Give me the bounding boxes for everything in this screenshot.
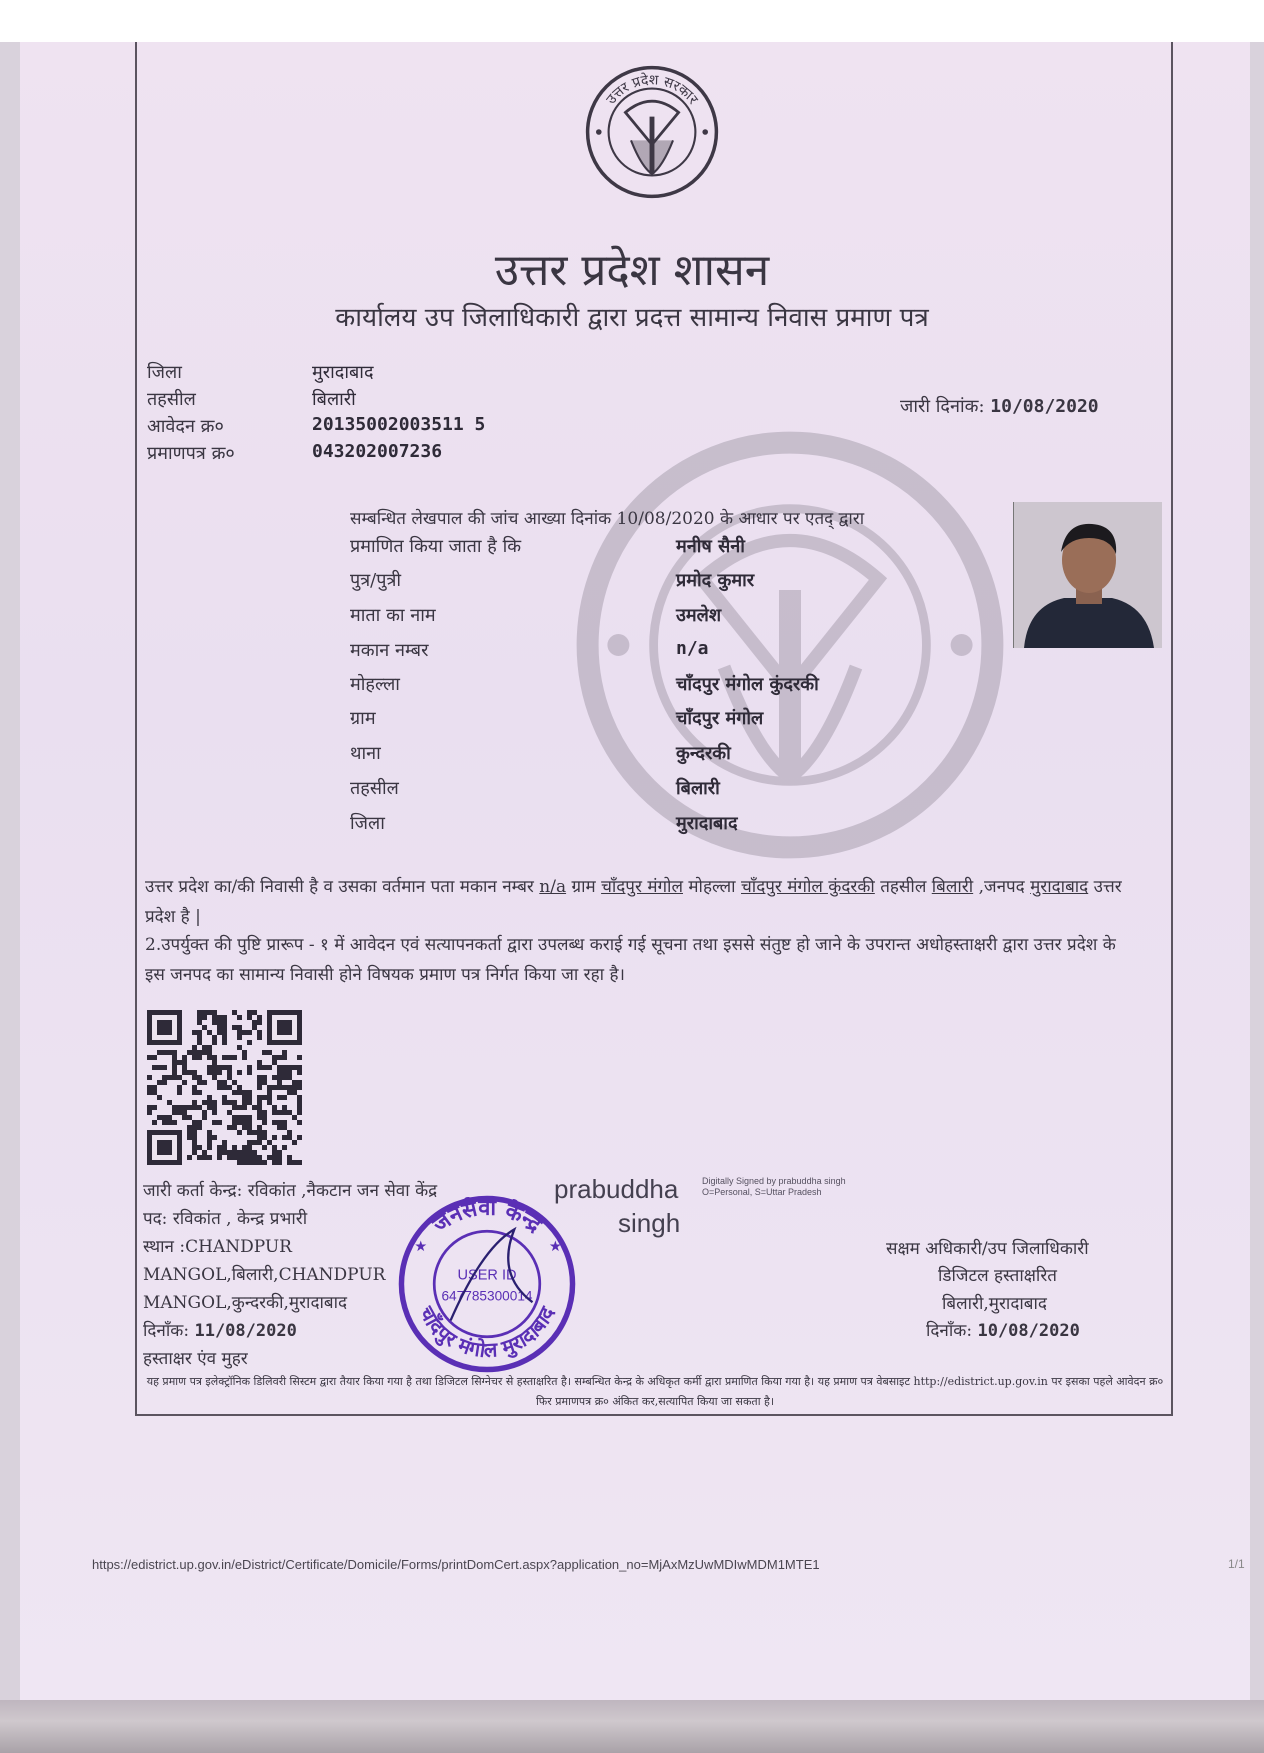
page-url: https://edistrict.up.gov.in/eDistrict/Certificate/Domicile/Forms/printDomCert.aspx?application_no=MjAxMzUwMDIwMDM1MTE1 (92, 1557, 820, 1572)
mohalla-label: मोहल्ला (350, 674, 400, 695)
issuer-post: पद: रविकांत , केन्द्र प्रभारी (143, 1209, 308, 1229)
page-number: 1/1 (1228, 1557, 1245, 1571)
para-text-1: उत्तर प्रदेश का/की निवासी है व उसका वर्तमान पता मकान नम्बर (145, 877, 534, 897)
document-subtitle: कार्यालय उप जिलाधिकारी द्वारा प्रदत्त सामान्य निवास प्रमाण पत्र (335, 303, 929, 333)
para-mohalla: चाँदपुर मंगोल कुंदरकी (741, 877, 875, 897)
house-no-label: मकान नम्बर (350, 640, 429, 661)
district-value: मुरादाबाद (312, 362, 374, 383)
para-text-2: ग्राम (571, 877, 596, 897)
para-district: मुरादाबाद (1030, 877, 1089, 897)
qr-code-icon (147, 1010, 302, 1165)
tehsil-value: बिलारी (312, 389, 356, 410)
detail-district-label: जिला (350, 813, 385, 834)
officer-date-value: 10/08/2020 (977, 1321, 1080, 1341)
issue-date-value: 10/08/2020 (990, 396, 1099, 417)
stamp-id-value: 647785300014 (441, 1288, 533, 1304)
parent-name: प्रमोद कुमार (676, 570, 755, 591)
para-text-6: उत्तर प्रदेश है | (145, 877, 1122, 927)
stamp-bottom-text: चाँदपुर मंगोल मुरादाबाद (414, 1302, 560, 1363)
detail-tehsil-label: तहसील (350, 778, 399, 799)
applicant-photo (1013, 502, 1162, 648)
issuer-date-label: दिनाँक: (143, 1321, 190, 1341)
mohalla-value: चाँदपुर मंगोल कुंदरकी (676, 674, 819, 695)
issue-date (900, 394, 1099, 418)
scan-top-edge (0, 0, 1264, 42)
para-tehsil: बिलारी (931, 877, 974, 897)
stamp-top-text: जनसेवा केन्द्र (428, 1195, 547, 1238)
para-text-3: मोहल्ला (688, 877, 736, 897)
detail-tehsil-value: बिलारी (676, 778, 720, 799)
up-government-emblem-icon (582, 62, 722, 202)
issuing-centre: जारी कर्ता केन्द्र: रविकांत ,नैकटान जन सेवा केंद्र (143, 1181, 438, 1201)
verification-footnote: यह प्रमाण पत्र इलेक्ट्रॉनिक डिलिवरी सिस्टम द्वारा तैयार किया गया है तथा डिजिटल सिग्नेचर से हस्ताक्षरित है। सम्बन्धित केन्द्र के अधिकृत कर्मी द्वारा प्रमाणित किया गया है। यह प्रमाण पत्र वेबसाइट http://edistrict.up.gov.in पर इसका पहले आवेदन क्र० फिर प्रमाणपत्र क्र० अंकित कर,सत्यापित किया जा सकता है। (146, 1375, 1164, 1408)
tehsil-label: तहसील (147, 389, 196, 410)
emblem-ring-text: उत्तर प्रदेश सरकार (603, 72, 701, 108)
para-village: चाँदपुर मंगोल (601, 877, 683, 897)
mother-name: उमलेश (676, 605, 722, 626)
application-no-label: आवेदन क्र० (147, 416, 224, 437)
officer-designation: सक्षम अधिकारी/उप जिलाधिकारी (886, 1239, 1089, 1259)
officer-location: बिलारी,मुरादाबाद (942, 1294, 1047, 1314)
issuer-date (143, 1318, 297, 1341)
parent-label: पुत्र/पुत्री (350, 570, 402, 591)
application-no-value: 20135002003511 5 (312, 414, 486, 435)
house-no-value: n/a (676, 638, 709, 659)
issue-date-label: जारी दिनांक: (900, 396, 985, 417)
svg-text:★: ★ (414, 1238, 428, 1256)
village-label: ग्राम (350, 708, 376, 729)
signature-seal-label: हस्ताक्षर एंव मुहर (143, 1349, 248, 1369)
digital-signature-name-1: prabuddha (554, 1174, 679, 1204)
officer-date (926, 1318, 1080, 1341)
residence-paragraph (145, 872, 1135, 932)
police-station-value: कुन्दरकी (676, 743, 731, 764)
applicant-name: मनीष सैनी (676, 536, 745, 557)
jan-seva-kendra-stamp-icon (396, 1193, 578, 1375)
scan-bottom-edge (0, 1700, 1264, 1753)
certificate-no-value: 043202007236 (312, 441, 443, 462)
digital-signature-detail: Digitally Signed by prabuddha singh O=Personal, S=Uttar Pradesh (702, 1176, 846, 1197)
para-text-4: तहसील (880, 877, 927, 897)
issuer-place-1: स्थान :CHANDPUR (143, 1237, 292, 1257)
detail-district-value: मुरादाबाद (676, 813, 738, 834)
issuer-date-value: 11/08/2020 (194, 1321, 297, 1341)
police-station-label: थाना (350, 743, 381, 764)
issuer-place-2: MANGOL,बिलारी,CHANDPUR (143, 1265, 386, 1285)
document-title: उत्तर प्रदेश शासन (494, 245, 770, 296)
confirmation-paragraph: 2.उपर्युक्त की पुष्टि प्रारूप - १ में आवेदन एवं सत्यापनकर्ता द्वारा उपलब्ध कराई गई सूचना तथा इससे संतुष्ट हो जाने के उपरान्त अधोहस्ताक्षरी द्वारा उत्तर प्रदेश के इस जनपद का सामान्य निवासी होने विषयक प्रमाण पत्र निर्गत किया जा रहा है। (145, 935, 1116, 985)
para-text-5: ,जनपद (978, 877, 1025, 897)
officer-date-label: दिनाँक: (926, 1321, 973, 1341)
para-house: n/a (539, 877, 567, 897)
village-value: चाँदपुर मंगोल (676, 708, 764, 729)
svg-text:★: ★ (548, 1238, 562, 1256)
district-label: जिला (147, 362, 182, 383)
person-photo-icon (1014, 502, 1162, 648)
mother-label: माता का नाम (350, 605, 436, 626)
verification-intro: सम्बन्धित लेखपाल की जांच आख्या दिनांक 10/08/2020 के आधार पर एतद् द्वारा (350, 509, 865, 529)
certificate-no-label: प्रमाणपत्र क्र० (147, 443, 235, 464)
digital-signature-name-2: singh (618, 1208, 681, 1238)
officer-digitally-signed: डिजिटल हस्ताक्षरित (938, 1266, 1057, 1286)
certified-label: प्रमाणित किया जाता है कि (350, 536, 522, 557)
stamp-id-label: USER ID (457, 1267, 517, 1284)
emblem-watermark-icon (555, 425, 1025, 865)
issuer-place-3: MANGOL,कुन्दरकी,मुरादाबाद (143, 1293, 348, 1313)
